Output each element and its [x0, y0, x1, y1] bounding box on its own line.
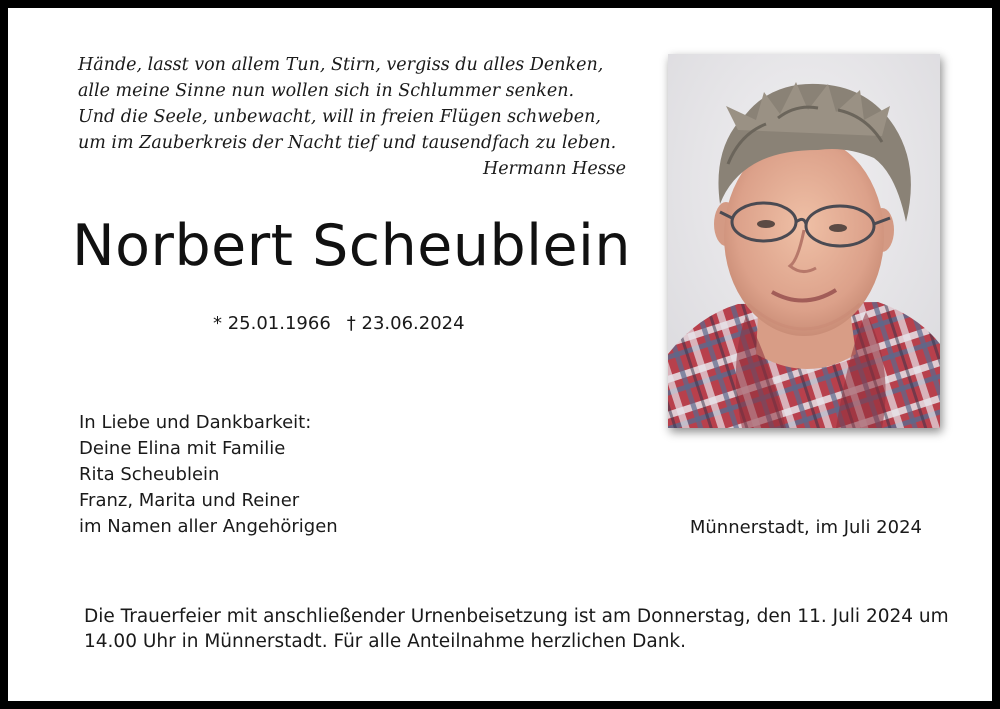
deceased-name: Norbert Scheublein [72, 213, 631, 279]
mourners-line: Rita Scheublein [79, 464, 220, 485]
funeral-notice: Die Trauerfeier mit anschließender Urnenbeisetzung ist am Donnerstag, den 11. Juli 2024 um 14.00 Uhr in Münnerstadt. Für alle Anteilnahme herzlichen Dank. [84, 606, 949, 652]
poem-author: Hermann Hesse [482, 159, 626, 179]
place-and-date: Münnerstadt, im Juli 2024 [689, 517, 922, 538]
mourners-line: im Namen aller Angehörigen [79, 516, 338, 537]
portrait-photo [668, 54, 940, 428]
mourners-line: Deine Elina mit Familie [79, 438, 286, 459]
portrait-illustration [668, 54, 940, 428]
mourners-line: In Liebe und Dankbarkeit: [79, 412, 312, 433]
life-dates [213, 313, 465, 334]
death-date: † 23.06.2024 [346, 313, 465, 334]
poem-line: Hände, lasst von allem Tun, Stirn, vergiss du alles Denken, [78, 55, 604, 75]
poem-line: alle meine Sinne nun wollen sich in Schlummer senken. [78, 81, 575, 101]
mourners-list [79, 410, 338, 540]
mourners-line: Franz, Marita und Reiner [79, 490, 300, 511]
poem-line: um im Zauberkreis der Nacht tief und tausendfach zu leben. [78, 133, 617, 153]
birth-date: * 25.01.1966 [213, 313, 331, 334]
poem-line: Und die Seele, unbewacht, will in freien Flügen schweben, [78, 107, 601, 127]
poem [78, 52, 626, 182]
